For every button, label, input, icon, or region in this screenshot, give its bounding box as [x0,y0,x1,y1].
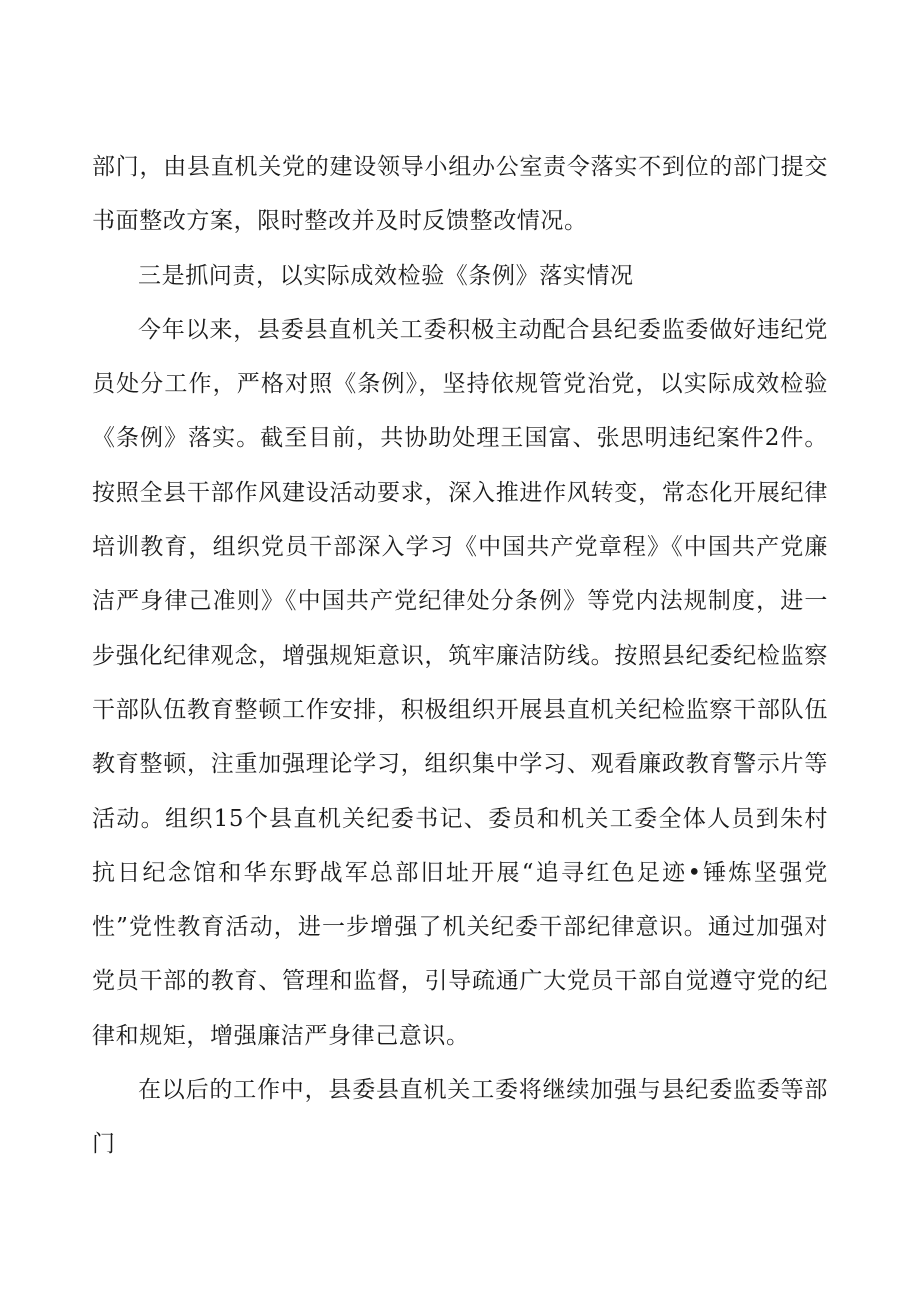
document-body [92,140,828,1172]
paragraph-body: 今年以来，县委县直机关工委积极主动配合县纪委监委做好违纪党员处分工作，严格对照《条例》，坚持依规管党治党，以实际成效检验《条例》落实。截至目前，共协助处理王国富、张思明违纪案件2件。按照全县干部作风建设活动要求，深入推进作风转变，常态化开展纪律培训教育，组织党员干部深入学习《中国共产党章程》《中国共产党廉洁严身律己准则》《中国共产党纪律处分条例》等党内法规制度，进一步强化纪律观念，增强规矩意识，筑牢廉洁防线。按照县纪委纪检监察干部队伍教育整顿工作安排，积极组织开展县直机关纪检监察干部队伍教育整顿，注重加强理论学习，组织集中学习、观看廉政教育警示片等活动。组织15个县直机关纪委书记、委员和机关工委全体人员到朱村抗日纪念馆和华东野战军总部旧址开展“追寻红色足迹•锤炼坚强党性”党性教育活动，进一步增强了机关纪委干部纪律意识。通过加强对党员干部的教育、管理和监督，引导疏通广大党员干部自觉遵守党的纪律和规矩，增强廉洁严身律己意识。 [92,316,828,1049]
paragraph-continuation: 部门，由县直机关党的建设领导小组办公室责令落实不到位的部门提交书面整改方案，限时整改并及时反馈整改情况。 [92,154,828,235]
section-heading: 三是抓问责，以实际成效检验《条例》落实情况 [138,262,634,289]
paragraph-closing: 在以后的工作中，县委县直机关工委将继续加强与县纪委监委等部门 [92,1077,828,1158]
